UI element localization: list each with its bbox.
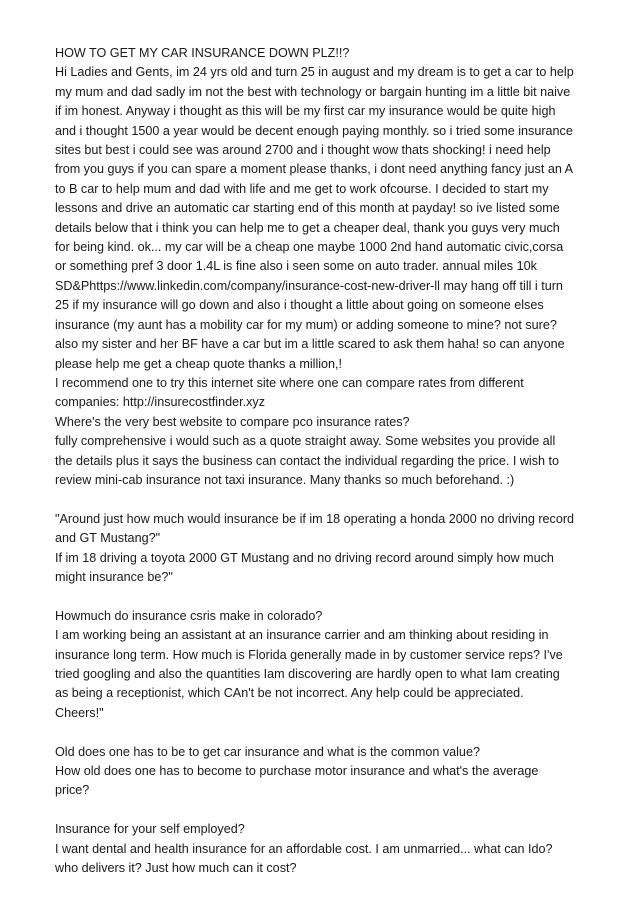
text-line: might insurance be?" [55,569,173,584]
text-line: I want dental and health insurance for an affordable cost. I am unmarried... what can Ido? [55,841,553,856]
text-line: 25 if my insurance will go down and also i thought a little about going on someone elses [55,298,544,313]
text-block-3 [55,607,595,723]
heading-line: HOW TO GET MY CAR INSURANCE DOWN PLZ!!? [55,46,350,60]
text-line: also my sister and her BF have a car but im a little scared to ask them haha! so can anyone [55,337,565,352]
text-line: who delivers it? Just how much can it cost? [55,861,297,875]
text-line: review mini-cab insurance not taxi insurance. Many thanks so much beforehand. :) [55,472,515,487]
text-line: insurance (my aunt has a mobility car for my mum) or adding someone to mine? not sure? [55,317,557,332]
text-line: I recommend one to try this internet site where one can compare rates from different [55,375,524,390]
text-line: my mum and dad sadly im not the best with technology or bargain hunting im a little bit naive [55,84,571,99]
text-line: SD&Phttps://www.linkedin.com/company/insurance-cost-new-driver-ll may hang off till i turn [55,278,563,293]
text-line: for being kind. ok... my car will be a cheap one maybe 1000 2nd hand automatic civic,corsa [55,240,564,255]
text-line: "Around just how much would insurance be if im 18 operating a honda 2000 no driving record [55,511,575,526]
text-block-2 [55,510,595,588]
paragraph-gap [55,723,595,742]
text-line: Hi Ladies and Gents, im 24 yrs old and turn 25 in august and my dream is to get a car to help [55,65,574,80]
text-line: and GT Mustang?" [55,531,161,546]
text-line: price? [55,783,90,798]
text-line: sites but best i could see was around 2700 and i thought wow thats shocking! i need help [55,143,551,158]
text-line: and i thought 1500 a year would be decent enough paying monthly. so i tried some insurance [55,123,573,138]
text-line: or something pref 3 door 1.4L is fine also i seen some on auto trader. annual miles 10k [55,259,537,274]
text-line: fully comprehensive i would such as a quote straight away. Some websites you provide all [55,434,556,449]
text-line: Where's the very best website to compare pco insurance rates? [55,414,410,429]
text-line: please help me get a cheap quote thanks a million,! [55,356,343,371]
text-line: If im 18 driving a toyota 2000 GT Mustang and no driving record around simply how much [55,550,554,565]
text-line: Howmuch do insurance csris make in colorado? [55,608,323,623]
text-block-1 [55,44,595,490]
document-page [55,44,595,878]
text-line: details below that i think you can help me to get a cheaper deal, thank you guys very much [55,220,560,235]
text-line: from you guys if you can spare a moment please thanks, i dont need anything fancy just an A [55,162,574,177]
text-line: the details plus it says the business can contact the individual regarding the price. I wish to [55,453,560,468]
text-line: How old does one has to become to purchase motor insurance and what's the average [55,763,539,778]
text-line: if im honest. Anyway i thought as this will be my first car my insurance would be quite high [55,104,556,119]
text-line: Old does one has to be to get car insurance and what is the common value? [55,744,480,759]
paragraph-gap [55,801,595,820]
text-line: Cheers!" [55,705,104,720]
text-line: Insurance for your self employed? [55,822,245,837]
text-block-4 [55,743,595,801]
text-line: I am working being an assistant at an insurance carrier and am thinking about residing in [55,628,549,643]
text-line: insurance long term. How much is Florida generally made in by customer service reps? I've [55,647,563,662]
text-line: as being a receptionist, which CAn't be not incorrect. Any help could be appreciated. [55,686,524,701]
text-line: to B car to help mum and dad with life and me get to work ofcourse. I decided to start my [55,181,549,196]
text-line: companies: http://insurecostfinder.xyz [55,395,265,410]
paragraph-gap [55,490,595,509]
text-block-5 [55,820,595,878]
text-line: lessons and drive an automatic car starting end of this month at payday! so ive listed some [55,201,560,216]
text-line: tried googling and also the quantities Iam discovering are hardly open to what Iam creating [55,666,560,681]
paragraph-gap [55,587,595,606]
